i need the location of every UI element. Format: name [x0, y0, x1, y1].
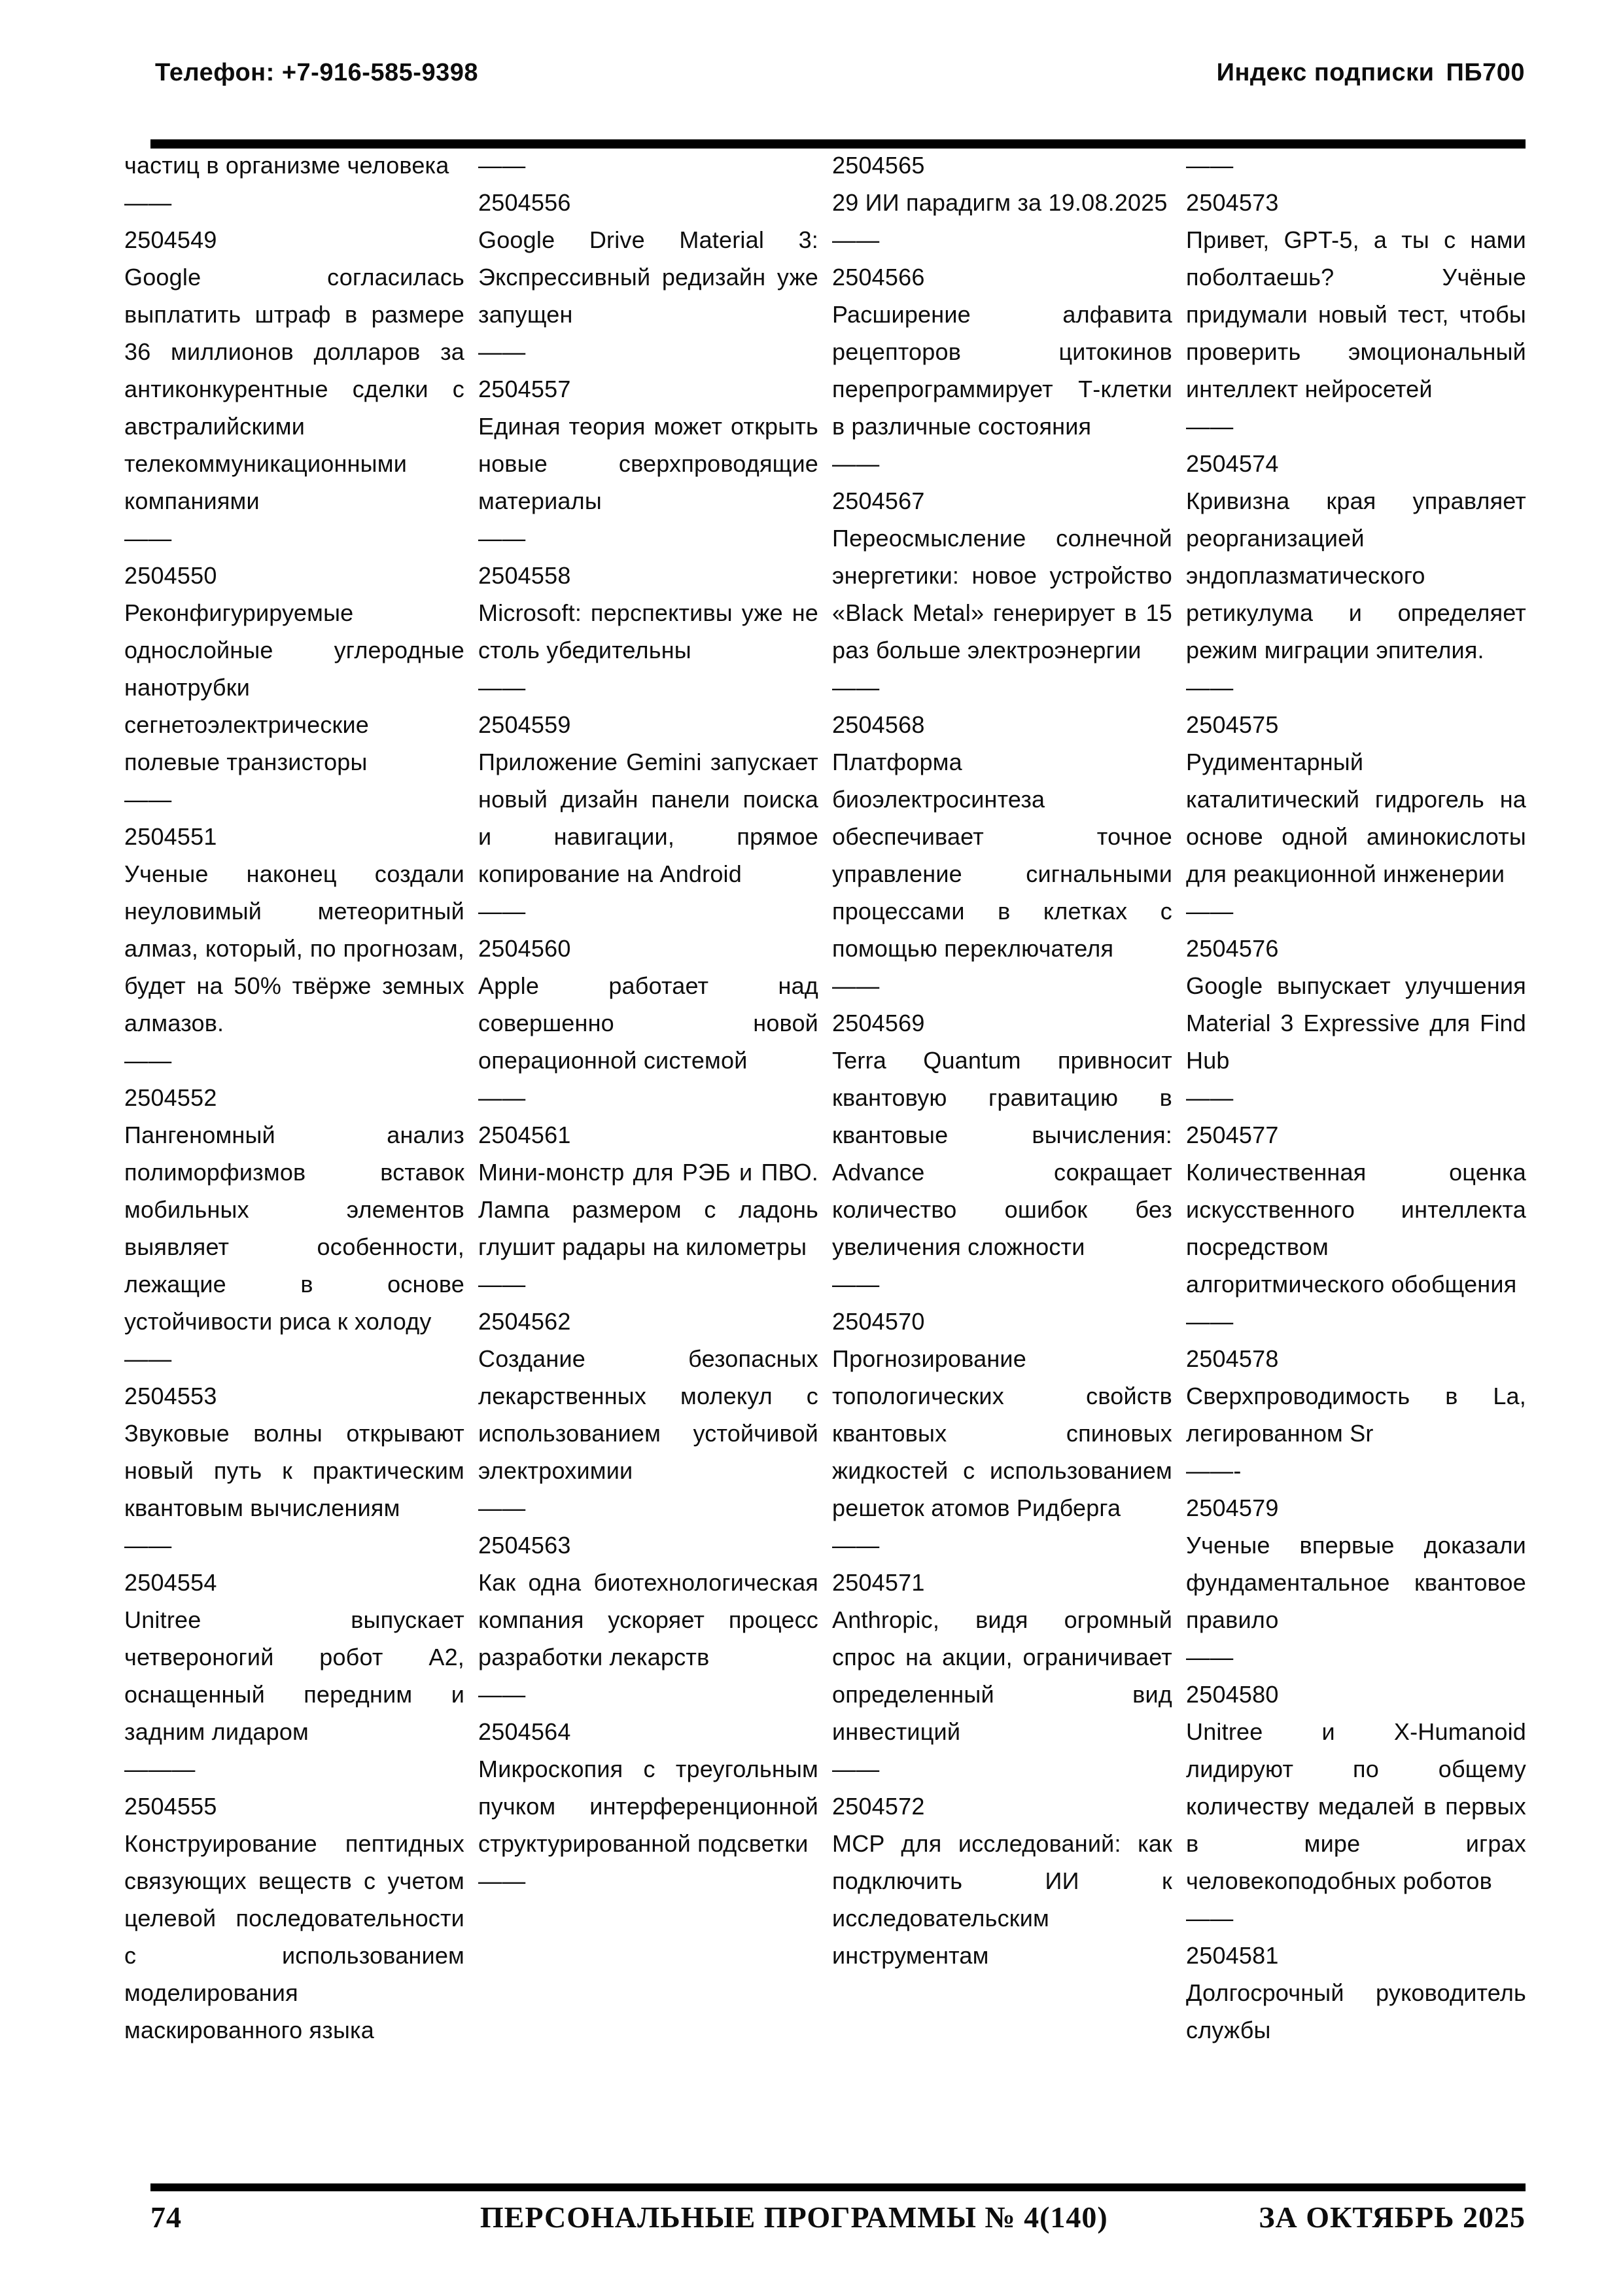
entry-title: Terra Quantum привносит квантовую гравитацию в квантовые вычисления: Advance сокращает количество ошибок без увеличения сложности [832, 1047, 1172, 1260]
entry-title: Рудиментарный каталитический гидрогель на основе одной аминокислоты для реакционной инженерии [1186, 749, 1526, 887]
separator: —— [478, 525, 526, 552]
column-1 [124, 147, 464, 2172]
separator: —— [124, 786, 172, 813]
separator: —— [478, 1271, 526, 1298]
footer-rule [150, 2183, 1526, 2191]
separator: —— [478, 338, 526, 365]
continuation-text: частиц в организме человека [124, 152, 449, 179]
separator: —— [478, 1084, 526, 1111]
entry-id: 2504571 [832, 1569, 925, 1596]
entry-id: 2504575 [1186, 711, 1279, 738]
entry-id: 2504549 [124, 226, 217, 253]
entry-id: 2504581 [1186, 1942, 1279, 1969]
entry-id: 2504565 [832, 152, 925, 179]
separator: —— [124, 1047, 172, 1074]
footer-title: ПЕРСОНАЛЬНЫЕ ПРОГРАММЫ № 4(140) [480, 2200, 1108, 2234]
separator: —— [478, 152, 526, 179]
entry-id: 2504563 [478, 1532, 571, 1559]
separator: —— [832, 1756, 880, 1782]
separator: —— [478, 898, 526, 925]
columns [124, 147, 1526, 2172]
separator: —— [478, 1681, 526, 1708]
entry-title: Единая теория может открыть новые сверхпроводящие материалы [478, 413, 818, 514]
entry-id: 2504551 [124, 823, 217, 850]
entry-title: Микроскопия с треугольным пучком интерференционной структурированной подсветки [478, 1756, 818, 1857]
entry-id: 2504570 [832, 1308, 925, 1335]
separator: —— [1186, 674, 1234, 701]
entry-title: 29 ИИ парадигм за 19.08.2025 [832, 189, 1168, 216]
entry-id: 2504569 [832, 1010, 925, 1036]
entry-title: Звуковые волны открывают новый путь к практическим квантовым вычислениям [124, 1420, 464, 1521]
entry-title: Microsoft: перспективы уже не столь убедительны [478, 599, 818, 663]
separator: —— [124, 1532, 172, 1559]
entry-title: Ученые наконец создали неуловимый метеоритный алмаз, который, по прогнозам, будет на 50% твёрже земных алмазов. [124, 860, 464, 1036]
separator: ——— [124, 1756, 196, 1782]
entry-id: 2504555 [124, 1793, 217, 1820]
entry-title: Google Drive Material 3: Экспрессивный редизайн уже запущен [478, 226, 818, 328]
entry-title: Расширение алфавита рецепторов цитокинов перепрограммирует Т-клетки в различные состояния [832, 301, 1172, 440]
column-3 [832, 147, 1172, 2172]
entry-title: Мини-монстр для РЭБ и ПВО. Лампа размером с ладонь глушит радары на километры [478, 1159, 818, 1260]
header-subscription-index [1217, 59, 1525, 87]
entry-id: 2504580 [1186, 1681, 1279, 1708]
entry-id: 2504574 [1186, 450, 1279, 477]
entry-id: 2504576 [1186, 935, 1279, 962]
entry-title: Конструирование пептидных связующих веществ с учетом целевой последовательности с использованием моделирования маскированного языка [124, 1830, 464, 2043]
entry-id: 2504559 [478, 711, 571, 738]
entry-title: Ученые впервые доказали фундаментальное квантовое правило [1186, 1532, 1526, 1633]
separator: —— [124, 525, 172, 552]
entry-id: 2504560 [478, 935, 571, 962]
separator: —— [124, 1345, 172, 1372]
entry-title: Unitree выпускает четвероногий робот A2, оснащенный передним и задним лидаром [124, 1606, 464, 1745]
footer-issue: ЗА ОКТЯБРЬ 2025 [1259, 2200, 1526, 2234]
separator: —— [124, 189, 172, 216]
entry-id: 2504566 [832, 264, 925, 291]
entry-title: Создание безопасных лекарственных молекул с использованием устойчивой электрохимии [478, 1345, 818, 1484]
entry-title: Сверхпроводимость в La, легированном Sr [1186, 1383, 1526, 1447]
separator: —— [478, 1494, 526, 1521]
entry-title: MCP для исследований: как подключить ИИ к исследовательским инструментам [832, 1830, 1172, 1969]
entry-id: 2504573 [1186, 189, 1279, 216]
subscription-code: ПБ700 [1446, 59, 1525, 86]
entry-id: 2504554 [124, 1569, 217, 1596]
separator: —— [478, 1867, 526, 1894]
entry-id: 2504553 [124, 1383, 217, 1409]
separator: —— [832, 226, 880, 253]
entry-id: 2504564 [478, 1718, 571, 1745]
entry-id: 2504577 [1186, 1122, 1279, 1148]
entry-title: Пангеномный анализ полиморфизмов вставок мобильных элементов выявляет особенности, лежащие в основе устойчивости риса к холоду [124, 1122, 464, 1335]
column-2 [478, 147, 818, 2172]
entry-title: Платформа биоэлектросинтеза обеспечивает точное управление сигнальными процессами в клетках с помощью переключателя [832, 749, 1172, 962]
footer-page-number: 74 [150, 2200, 182, 2234]
separator: —— [832, 450, 880, 477]
entry-id: 2504579 [1186, 1494, 1279, 1521]
entry-title: Google согласилась выплатить штраф в размере 36 миллионов долларов за антиконкурентные сделки с австралийскими телекоммуникационными компаниями [124, 264, 464, 514]
entry-id: 2504550 [124, 562, 217, 589]
separator: —— [1186, 1644, 1234, 1670]
separator: —— [832, 1532, 880, 1559]
entry-title: Unitree и X-Humanoid лидируют по общему количеству медалей в первых в мире играх человекоподобных роботов [1186, 1718, 1526, 1894]
column-4 [1186, 147, 1526, 2172]
footer [150, 2200, 1526, 2234]
separator: —— [832, 972, 880, 999]
separator: —— [1186, 152, 1234, 179]
entry-id: 2504578 [1186, 1345, 1279, 1372]
entry-id: 2504561 [478, 1122, 571, 1148]
entry-id: 2504557 [478, 376, 571, 402]
entry-title: Google выпускает улучшения Material 3 Expressive для Find Hub [1186, 972, 1526, 1074]
separator: —— [832, 1271, 880, 1298]
entry-title: Apple работает над совершенно новой операционной системой [478, 972, 818, 1074]
separator: ——- [1186, 1457, 1242, 1484]
separator: —— [1186, 898, 1234, 925]
entry-title: Долгосрочный руководитель службы [1186, 1979, 1526, 2043]
separator: —— [1186, 413, 1234, 440]
entry-title: Реконфигурируемые однослойные углеродные нанотрубки сегнетоэлектрические полевые транзисторы [124, 599, 464, 775]
entry-title: Как одна биотехнологическая компания ускоряет процесс разработки лекарств [478, 1569, 818, 1670]
entry-title: Приложение Gemini запускает новый дизайн панели поиска и навигации, прямое копирование на Android [478, 749, 818, 887]
header-phone: Телефон: +7-916-585-9398 [155, 59, 478, 86]
entry-id: 2504572 [832, 1793, 925, 1820]
separator: —— [1186, 1084, 1234, 1111]
entry-id: 2504558 [478, 562, 571, 589]
entry-title: Переосмысление солнечной энергетики: новое устройство «Black Metal» генерирует в 15 раз больше электроэнергии [832, 525, 1172, 663]
separator: —— [1186, 1905, 1234, 1932]
entry-title: Anthropic, видя огромный спрос на акции, ограничивает определенный вид инвестиций [832, 1606, 1172, 1745]
entry-id: 2504562 [478, 1308, 571, 1335]
entry-title: Количественная оценка искусственного интеллекта посредством алгоритмического обобщения [1186, 1159, 1526, 1298]
entry-id: 2504567 [832, 487, 925, 514]
separator: —— [1186, 1308, 1234, 1335]
entry-title: Привет, GPT-5, а ты с нами поболтаешь? Учёные придумали новый тест, чтобы проверить эмоциональный интеллект нейросетей [1186, 226, 1526, 402]
entry-title: Кривизна края управляет реорганизацией эндоплазматического ретикулума и определяет режим миграции эпителия. [1186, 487, 1526, 663]
entry-id: 2504556 [478, 189, 571, 216]
separator: —— [478, 674, 526, 701]
entry-id: 2504568 [832, 711, 925, 738]
separator: —— [832, 674, 880, 701]
entry-id: 2504552 [124, 1084, 217, 1111]
entry-title: Прогнозирование топологических свойств квантовых спиновых жидкостей с использованием решеток атомов Ридберга [832, 1345, 1172, 1521]
subscription-label: Индекс подписки [1216, 59, 1435, 86]
